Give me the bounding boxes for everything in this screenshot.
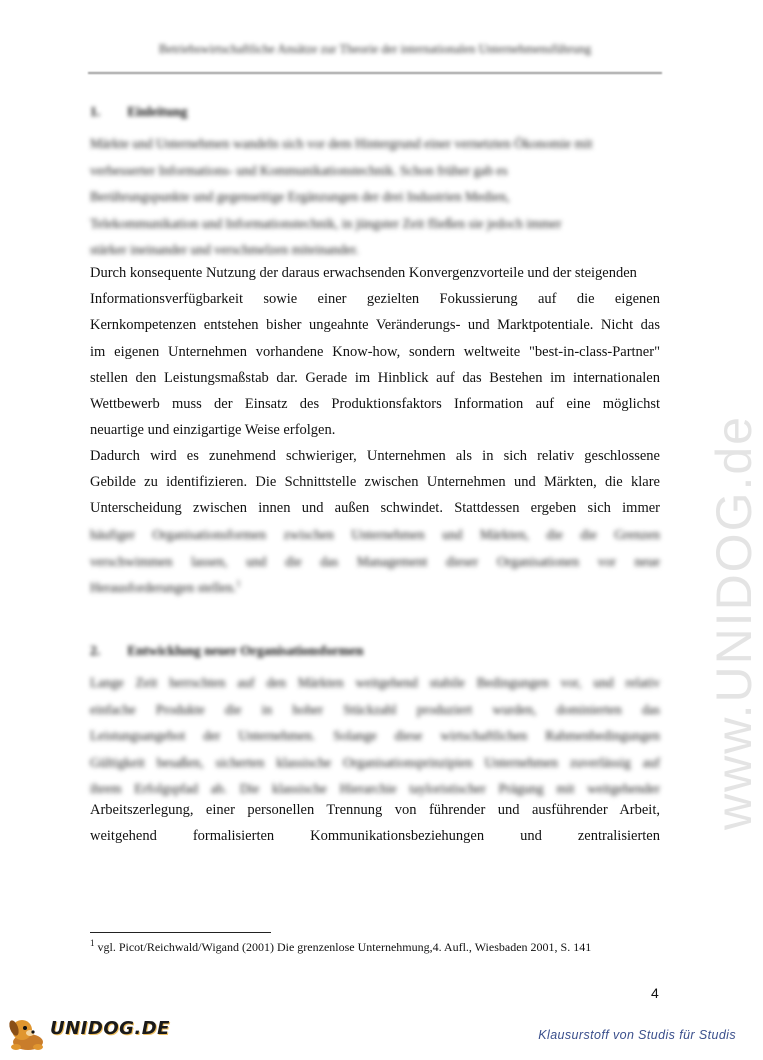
text-line: Leistungsangebot der Unternehmen. Solange diese wirtschaftlichen Rahmenbedingungen: [90, 728, 660, 743]
paragraph-boundaries: [90, 443, 660, 522]
text-line: im eigenen Unternehmen vorhandene Know-how, sondern weltweite "best-in-class-Partner": [90, 343, 660, 360]
paragraph-organisation: [90, 797, 660, 849]
dog-mascot-icon: [2, 1016, 50, 1052]
text-line: einfache Produkte die in hoher Stückzahl produziert wurden, dominierten das: [90, 701, 660, 717]
paragraph-boundaries-blurred: [90, 522, 660, 602]
text-line: Unterscheidung zwischen innen und außen schwindet. Stattdessen ergeben sich immer: [90, 500, 660, 517]
text-line: neuartige und einzigartige Weise erfolgen.: [90, 422, 336, 439]
text-line: Durch konsequente Nutzung der daraus erwachsenden Konvergenzvorteile und der steigenden: [90, 265, 637, 281]
watermark: www.UNIDOG.de: [706, 415, 762, 830]
text-line: Informationsverfügbarkeit sowie einer gezielten Fokussierung auf die eigenen: [90, 291, 660, 308]
paragraph-convergence: [90, 260, 660, 443]
text-line: Dadurch wird es zunehmend schwieriger, Unternehmen als in sich relativ geschlossene: [90, 448, 660, 464]
section-number: 2.: [90, 643, 101, 658]
footnote: [90, 938, 670, 955]
text-line: Berührungspunkte und gegenseitige Ergänzungen der drei Industrien Medien,: [90, 189, 510, 204]
footer-tagline: Klausurstoff von Studis für Studis: [538, 1028, 736, 1042]
page-number: 4: [651, 985, 659, 1001]
running-header: Betriebswirtschaftliche Ansätze zur Theorie der internationalen Unternehmensführung: [158, 42, 592, 56]
header-rule: [88, 72, 662, 74]
text-line: Gültigkeit besaßen, sicherten klassische Organisationsprinzipien Unternehmen zuverlässig auf: [90, 754, 660, 770]
text-line: verschwimmen lassen, und die das Management dieser Organisationen vor neue: [90, 553, 660, 569]
unidog-logo: [2, 1016, 202, 1052]
section-number: 1.: [90, 104, 101, 119]
paragraph-intro-blurred: [90, 131, 660, 264]
text-line: stellen den Leistungsmaßstab dar. Gerade im Hinblick auf das Bestehen im internationalen: [90, 369, 660, 386]
section-heading: [90, 104, 187, 120]
text-line: häufiger Organisationsformen zwischen Unternehmen und Märkten, die die Grenzen: [90, 527, 660, 542]
text-line: stärker ineinander und verschmelzen miteinander.: [90, 242, 359, 257]
text-line: Telekommunikation und Informationstechnik, in jüngster Zeit fließen sie jedoch immer: [90, 215, 562, 231]
text-line: Kernkompetenzen entstehen bisher ungeahnte Veränderungs- und Marktpotentiale. Nicht das: [90, 317, 660, 334]
text-line: ihrem Erfolgspfad ab. Die klassische Hierarchie tayloristischer Prägung mit weitgehender: [90, 781, 660, 796]
paragraph-organisation-blurred: [90, 670, 660, 803]
text-line-with-footnote: [90, 575, 660, 602]
section-title: Entwicklung neuer Organisationsformen: [127, 643, 364, 658]
footnote-rule: [90, 932, 271, 933]
section-title: Einleitung: [127, 104, 188, 119]
footnote-number: 1: [90, 938, 95, 948]
footnote-marker: 1: [236, 578, 241, 589]
text-line: Lange Zeit herrschten auf den Märkten weitgehend stabile Bedingungen vor, und relativ: [90, 675, 660, 690]
section-heading: [90, 643, 363, 659]
text-line: Gebilde zu identifizieren. Die Schnittstelle zwischen Unternehmen und Märkten, die klare: [90, 474, 660, 491]
text-line: weitgehend formalisierten Kommunikationsbeziehungen und zentralisierten: [90, 828, 660, 845]
text-line: Arbeitszerlegung, einer personellen Trennung von führender und ausführender Arbeit,: [90, 802, 660, 818]
text-line: Wettbewerb muss der Einsatz des Produktionsfaktors Information auf eine möglichst: [90, 396, 660, 413]
logo-text: UNIDOG.DE: [50, 1018, 170, 1039]
text-line: Herausforderungen stellen.: [90, 580, 237, 595]
footnote-text: vgl. Picot/Reichwald/Wigand (2001) Die grenzenlose Unternehmung,4. Aufl., Wiesbaden 2001, S. 141: [97, 940, 592, 954]
text-line: verbesserter Informations- und Kommunikationstechnik. Schon früher gab es: [90, 162, 508, 178]
text-line: Märkte und Unternehmen wandeln sich vor dem Hintergrund einer vernetzten Ökonomie mit: [90, 136, 593, 151]
